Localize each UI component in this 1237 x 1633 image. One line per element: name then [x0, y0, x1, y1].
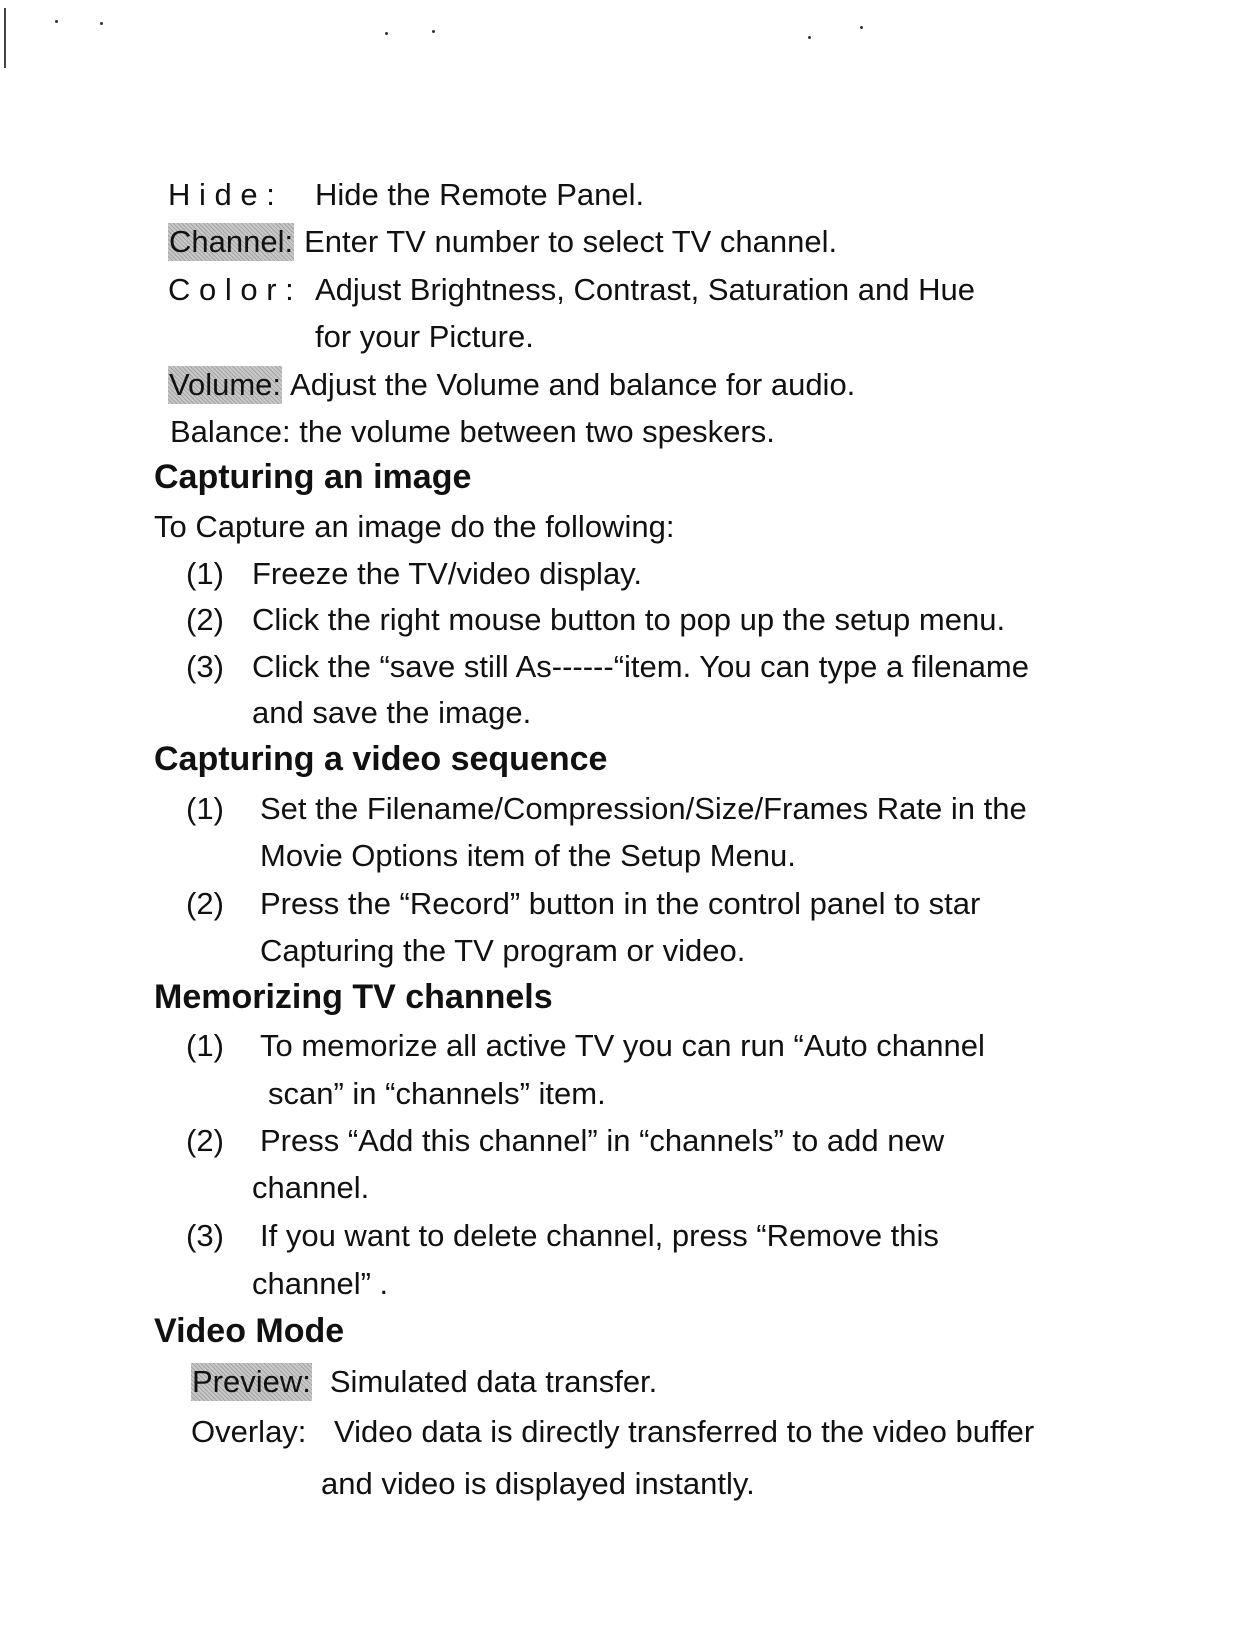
scan-edge-mark	[4, 8, 6, 68]
term-channel: Channel:	[169, 224, 294, 259]
term-overlay: Overlay:	[191, 1414, 307, 1449]
definition-hide-text: Hide the Remote Panel.	[315, 177, 645, 212]
heading-memorizing-channels: Memorizing TV channels	[154, 978, 553, 1016]
term-volume: Volume:	[169, 367, 282, 402]
capture-video-step-2: Press the “Record” button in the control panel to star	[260, 886, 981, 921]
scan-speck	[808, 36, 811, 39]
definition-volume	[168, 366, 855, 404]
step-number: (2)	[186, 1123, 224, 1158]
definition-channel	[168, 223, 837, 261]
memorize-step-3: If you want to delete channel, press “Remove this	[260, 1218, 939, 1253]
capture-video-step-1: Set the Filename/Compression/Size/Frames Rate in the	[260, 791, 1027, 826]
definition-balance: Balance: the volume between two speskers.	[170, 414, 775, 449]
scan-speck	[100, 22, 103, 25]
definition-color-text: Adjust Brightness, Contrast, Saturation and Hue	[315, 272, 975, 307]
definition-preview	[191, 1363, 657, 1401]
step-number: (2)	[186, 602, 224, 637]
definition-hide	[168, 176, 644, 214]
capture-image-step-3-continued: and save the image.	[252, 695, 532, 730]
scan-speck	[385, 32, 388, 35]
scan-speck	[55, 20, 58, 23]
term-color: C o l o r :	[168, 272, 294, 307]
memorize-step-2-continued: channel.	[252, 1170, 370, 1205]
step-number: (1)	[186, 791, 224, 826]
memorize-step-2: Press “Add this channel” in “channels” to add new	[260, 1123, 945, 1158]
step-number: (3)	[186, 649, 224, 684]
definition-overlay	[191, 1413, 1034, 1451]
memorize-step-3-continued: channel” .	[252, 1266, 389, 1301]
capture-image-step-1: Freeze the TV/video display.	[252, 556, 642, 591]
capture-image-step-3: Click the “save still As------“item. You can type a filename	[252, 649, 1029, 684]
heading-capturing-image: Capturing an image	[154, 458, 472, 496]
capture-video-step-2-continued: Capturing the TV program or video.	[260, 933, 746, 968]
step-number: (1)	[186, 556, 224, 591]
definition-overlay-text: Video data is directly transferred to the video buffer	[334, 1414, 1035, 1449]
definition-color	[168, 271, 975, 309]
memorize-step-1-continued: scan” in “channels” item.	[268, 1076, 606, 1111]
heading-capturing-video: Capturing a video sequence	[154, 740, 608, 778]
definition-preview-text: Simulated data transfer.	[329, 1364, 658, 1399]
term-preview: Preview:	[192, 1364, 311, 1399]
capture-image-step-2: Click the right mouse button to pop up the setup menu.	[252, 602, 1006, 637]
step-number: (1)	[186, 1028, 224, 1063]
definition-overlay-continued: and video is displayed instantly.	[321, 1466, 755, 1501]
capture-video-step-1-continued: Movie Options item of the Setup Menu.	[260, 838, 796, 873]
scan-speck	[432, 30, 435, 33]
step-number: (2)	[186, 886, 224, 921]
step-number: (3)	[186, 1218, 224, 1253]
memorize-step-1: To memorize all active TV you can run “Auto channel	[260, 1028, 985, 1063]
heading-video-mode: Video Mode	[154, 1312, 345, 1350]
capture-image-intro: To Capture an image do the following:	[154, 509, 675, 544]
definition-color-continued: for your Picture.	[315, 319, 534, 354]
definition-volume-text: Adjust the Volume and balance for audio.	[290, 367, 856, 402]
term-hide: H i d e :	[168, 177, 275, 212]
definition-channel-text: Enter TV number to select TV channel.	[304, 224, 838, 259]
scan-speck	[860, 26, 863, 29]
